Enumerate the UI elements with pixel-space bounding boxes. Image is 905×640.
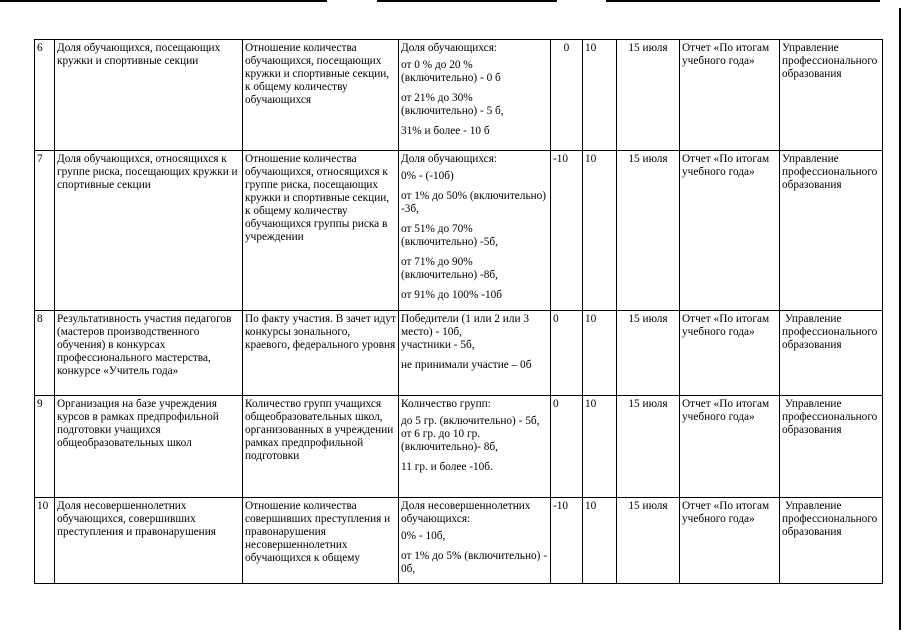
- method-cell: Отношение количества обучающихся, относящихся к группе риска, посещающих кружки и спортивные секции, к общему количеству обучающихся группы риска в учреждении: [243, 151, 399, 311]
- criteria-cell: [399, 396, 551, 498]
- max-score-cell: 10: [583, 396, 617, 498]
- criteria-line: 0% - 10б,: [401, 530, 446, 542]
- responsible-cell: Управление профессионального образования: [780, 40, 883, 151]
- method-cell: Отношение количества обучающихся, посещающих кружки и спортивные секции, к общему количеству обучающихся: [243, 40, 399, 151]
- criteria-line: от 21% до 30%(включительно) - 5 б,: [401, 92, 504, 117]
- table-row: [35, 151, 883, 311]
- deadline-cell: 15 июля: [617, 151, 680, 311]
- indicator-cell: Результативность участия педагогов (мастеров производственного обучения) в конкурсах профессионального мастерства, конкурсе «Учитель года»: [55, 311, 243, 396]
- indicator-cell: Доля обучающихся, относящихся к группе риска, посещающих кружки и спортивные секции: [55, 151, 243, 311]
- responsible-cell: Управление профессионального образования: [780, 396, 883, 498]
- criteria-cell: [399, 498, 551, 584]
- method-cell: По факту участия. В зачет идут конкурсы зонального, краевого, федерального уровня: [243, 311, 399, 396]
- table-row: [35, 311, 883, 396]
- max-score-cell: 10: [583, 40, 617, 151]
- criteria-table: [34, 39, 883, 584]
- deadline-cell: 15 июля: [617, 40, 680, 151]
- responsible-cell: Управление профессионального образования: [780, 151, 883, 311]
- deadline-cell: 15 июля: [617, 311, 680, 396]
- row-number: 6: [35, 40, 55, 151]
- method-cell: Отношение количества совершивших преступления и правонарушения несовершеннолетних обучающихся к общему: [243, 498, 399, 584]
- top-rule-left: [0, 0, 327, 2]
- criteria-line: от 0 % до 20 % (включительно) - 0 б: [401, 59, 501, 84]
- report-cell: Отчет «По итогам учебного года»: [680, 151, 780, 311]
- criteria-cell: [399, 311, 551, 396]
- criteria-line: Победители (1 или 2 или 3 место) - 10б,: [401, 313, 529, 338]
- top-rule-middle: [377, 0, 557, 2]
- min-score-cell: -10: [551, 151, 583, 311]
- criteria-cell: [399, 151, 551, 311]
- criteria-line: до 5 гр. (включительно) - 5б,: [401, 415, 540, 427]
- criteria-line: не принимали участие – 0б: [401, 359, 532, 371]
- max-score-cell: 10: [583, 311, 617, 396]
- criteria-line: от 51% до 70% (включительно) -5б,: [401, 223, 498, 248]
- report-cell: Отчет «По итогам учебного года»: [680, 40, 780, 151]
- top-rule-right: [606, 0, 880, 2]
- report-cell: Отчет «По итогам учебного года»: [680, 498, 780, 584]
- criteria-line: Доля несовершеннолетних обучающихся:: [401, 500, 531, 525]
- min-score-cell: 0: [551, 40, 583, 151]
- criteria-line: от 71% до 90% (включительно) -8б,: [401, 256, 498, 281]
- criteria-line: участники - 5б,: [401, 339, 475, 351]
- responsible-cell: Управление профессионального образования: [780, 498, 883, 584]
- row-number: 8: [35, 311, 55, 396]
- report-cell: Отчет «По итогам учебного года»: [680, 311, 780, 396]
- criteria-line: 0% - (-10б): [401, 170, 454, 182]
- min-score-cell: 0: [551, 311, 583, 396]
- report-cell: Отчет «По итогам учебного года»: [680, 396, 780, 498]
- responsible-cell: Управление профессионального образования: [780, 311, 883, 396]
- row-number: 9: [35, 396, 55, 498]
- criteria-line: 11 гр. и более -10б.: [401, 461, 493, 473]
- table-row: [35, 396, 883, 498]
- criteria-line: от 91% до 100% -10б: [401, 289, 502, 301]
- indicator-cell: Организация на базе учреждения курсов в рамках предпрофильной подготовки учащихся общеобразовательных школ: [55, 396, 243, 498]
- criteria-line: 31% и более - 10 б: [401, 125, 490, 137]
- deadline-cell: 15 июля: [617, 498, 680, 584]
- max-score-cell: 10: [583, 151, 617, 311]
- criteria-line: от 1% до 5% (включительно) - 0б,: [401, 550, 547, 575]
- right-margin-rule: [899, 8, 901, 630]
- min-score-cell: -10: [551, 498, 583, 584]
- criteria-line: от 6 гр. до 10 гр. (включительно)- 8б,: [401, 428, 498, 453]
- row-number: 7: [35, 151, 55, 311]
- min-score-cell: 0: [551, 396, 583, 498]
- row-number: 10: [35, 498, 55, 584]
- indicator-cell: Доля обучающихся, посещающих кружки и спортивные секции: [55, 40, 243, 151]
- method-cell: Количество групп учащихся общеобразовательных школ, организованных в учреждении рамках предпрофильной подготовки: [243, 396, 399, 498]
- criteria-line: Доля обучающихся:: [401, 153, 498, 165]
- table-row: [35, 40, 883, 151]
- table-row: [35, 498, 883, 584]
- deadline-cell: 15 июля: [617, 396, 680, 498]
- criteria-cell: [399, 40, 551, 151]
- max-score-cell: 10: [583, 498, 617, 584]
- indicator-cell: Доля несовершеннолетних обучающихся, совершивших преступления и правонарушения: [55, 498, 243, 584]
- criteria-line: Количество групп:: [401, 398, 491, 410]
- criteria-line: Доля обучающихся:: [401, 42, 498, 54]
- criteria-line: от 1% до 50% (включительно) -3б,: [401, 190, 547, 215]
